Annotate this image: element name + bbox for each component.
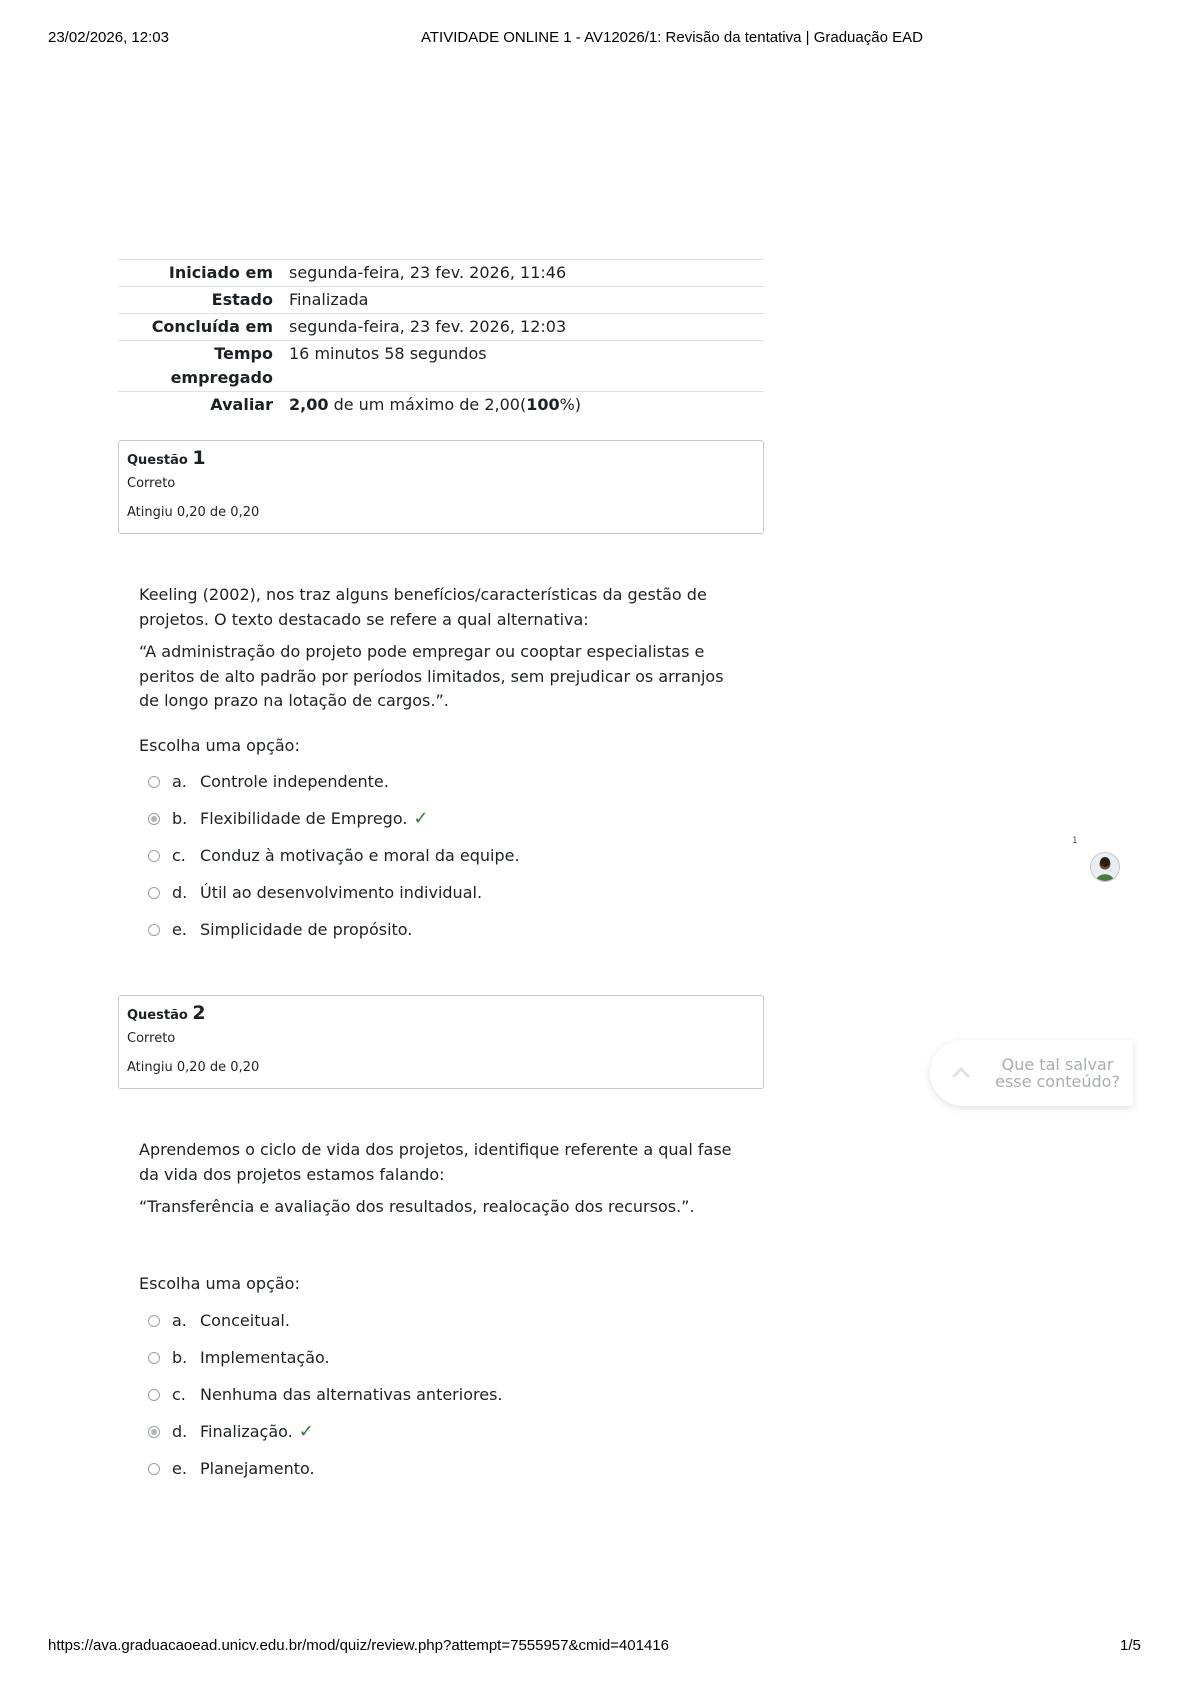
answer-option[interactable] <box>148 1376 748 1413</box>
print-page-number: 1/5 <box>1120 1637 1141 1654</box>
grade-middle: de um máximo de 2,00( <box>328 395 527 414</box>
question-1-text <box>139 583 739 722</box>
correct-check-icon: ✓ <box>298 1421 314 1442</box>
radio-icon[interactable] <box>148 1315 160 1327</box>
print-page-title: ATIVIDADE ONLINE 1 - AV12026/1: Revisão da tentativa | Graduação EAD <box>421 29 923 46</box>
answer-text: Útil ao desenvolvimento individual. <box>200 883 483 902</box>
question-text-paragraph: Aprendemos o ciclo de vida dos projetos, identifique referente a qual fase da vida dos projetos estamos falando: <box>139 1140 732 1184</box>
radio-icon[interactable] <box>148 1389 160 1401</box>
person-icon <box>1091 853 1119 881</box>
grade-percent: 100 <box>526 395 560 414</box>
answer-text: Planejamento. <box>200 1459 315 1478</box>
print-url: https://ava.graduacaoead.unicv.edu.br/mod/quiz/review.php?attempt=7555957&cmid=401416 <box>48 1637 669 1654</box>
question-text-paragraph: “A administração do projeto pode empregar ou cooptar especialistas e peritos de alto padrão por períodos limitados, sem prejudicar os arranjos de longo prazo na lotação de cargos.”. <box>139 642 724 710</box>
answer-text: Simplicidade de propósito. <box>200 920 413 939</box>
summary-row-grade <box>118 391 764 418</box>
save-content-widget[interactable] <box>930 1040 1133 1106</box>
answer-letter: b. <box>172 1348 188 1367</box>
question-grade: Atingiu 0,20 de 0,20 <box>127 1060 260 1075</box>
answer-letter: e. <box>172 1459 187 1478</box>
answer-letter: d. <box>172 883 188 902</box>
summary-value: segunda-feira, 23 fev. 2026, 11:46 <box>289 263 567 282</box>
radio-selected-icon[interactable] <box>148 813 160 825</box>
question-state: Correto <box>127 476 176 491</box>
radio-icon[interactable] <box>148 1463 160 1475</box>
answer-option[interactable] <box>148 800 748 837</box>
summary-label <box>118 342 289 390</box>
summary-label-line: Tempo <box>214 344 273 363</box>
radio-icon[interactable] <box>148 776 160 788</box>
summary-row-started <box>118 259 764 286</box>
answer-option[interactable] <box>148 874 748 911</box>
summary-value: segunda-feira, 23 fev. 2026, 12:03 <box>289 317 567 336</box>
grade-end: %) <box>559 395 582 414</box>
summary-row-time <box>118 340 764 391</box>
answer-text: Conduz à motivação e moral da equipe. <box>200 846 520 865</box>
answer-letter: e. <box>172 920 187 939</box>
answer-option[interactable] <box>148 837 748 874</box>
answer-letter: d. <box>172 1422 188 1441</box>
answer-option[interactable] <box>148 1339 748 1376</box>
question-label: Questão <box>127 1008 188 1023</box>
radio-icon[interactable] <box>148 887 160 899</box>
summary-label: Avaliar <box>210 395 273 414</box>
answer-text: Flexibilidade de Emprego. <box>200 809 408 828</box>
notification-count-badge: 1 <box>1072 836 1078 846</box>
answer-letter: c. <box>172 846 186 865</box>
question-1-info <box>118 440 764 534</box>
answer-letter: b. <box>172 809 188 828</box>
print-datetime: 23/02/2026, 12:03 <box>48 29 169 46</box>
question-number-value: 2 <box>192 1002 206 1024</box>
summary-row-completed <box>118 313 764 340</box>
correct-check-icon: ✓ <box>413 808 429 829</box>
save-content-text: Que tal salvar esse conteúdo? <box>995 1055 1120 1091</box>
answer-option[interactable] <box>148 1302 748 1339</box>
answer-option[interactable] <box>148 1413 748 1450</box>
answer-text: Controle independente. <box>200 772 389 791</box>
answer-text: Finalização. <box>200 1422 293 1441</box>
grade-score: 2,00 <box>289 395 329 414</box>
question-number <box>127 1002 755 1027</box>
summary-row-state <box>118 286 764 313</box>
summary-label-line: empregado <box>170 368 273 387</box>
radio-icon[interactable] <box>148 1352 160 1364</box>
question-2-prompt: Escolha uma opção: <box>139 1274 300 1293</box>
answer-option[interactable] <box>148 911 748 948</box>
summary-label: Concluída em <box>151 317 273 336</box>
answer-letter: c. <box>172 1385 186 1404</box>
summary-value: Finalizada <box>289 290 369 309</box>
question-number-value: 1 <box>192 447 206 469</box>
question-grade: Atingiu 0,20 de 0,20 <box>127 505 260 520</box>
answer-letter: a. <box>172 772 187 791</box>
answer-option[interactable] <box>148 763 748 800</box>
answer-text: Implementação. <box>200 1348 330 1367</box>
answer-text: Conceitual. <box>200 1311 290 1330</box>
question-text-paragraph: “Transferência e avaliação dos resultados, realocação dos recursos.”. <box>139 1197 695 1216</box>
radio-icon[interactable] <box>148 850 160 862</box>
save-icon <box>948 1060 974 1086</box>
attempt-summary-table <box>118 259 764 418</box>
answer-text: Nenhuma das alternativas anteriores. <box>200 1385 503 1404</box>
summary-value: 16 minutos 58 segundos <box>289 344 487 363</box>
question-state: Correto <box>127 1031 176 1046</box>
question-2-info <box>118 995 764 1089</box>
question-2-text <box>139 1138 739 1228</box>
answer-letter: a. <box>172 1311 187 1330</box>
question-text-paragraph: Keeling (2002), nos traz alguns benefícios/características da gestão de projetos. O texto destacado se refere a qual alternativa: <box>139 585 707 629</box>
answer-option[interactable] <box>148 1450 748 1487</box>
question-label: Questão <box>127 453 188 468</box>
summary-label: Iniciado em <box>168 263 273 282</box>
question-number <box>127 447 755 472</box>
assistant-avatar[interactable] <box>1090 852 1120 882</box>
radio-selected-icon[interactable] <box>148 1426 160 1438</box>
radio-icon[interactable] <box>148 924 160 936</box>
summary-label: Estado <box>211 290 273 309</box>
question-1-prompt: Escolha uma opção: <box>139 736 300 755</box>
question-2-answers <box>148 1302 748 1487</box>
question-1-answers <box>148 763 748 948</box>
summary-value <box>289 393 764 417</box>
